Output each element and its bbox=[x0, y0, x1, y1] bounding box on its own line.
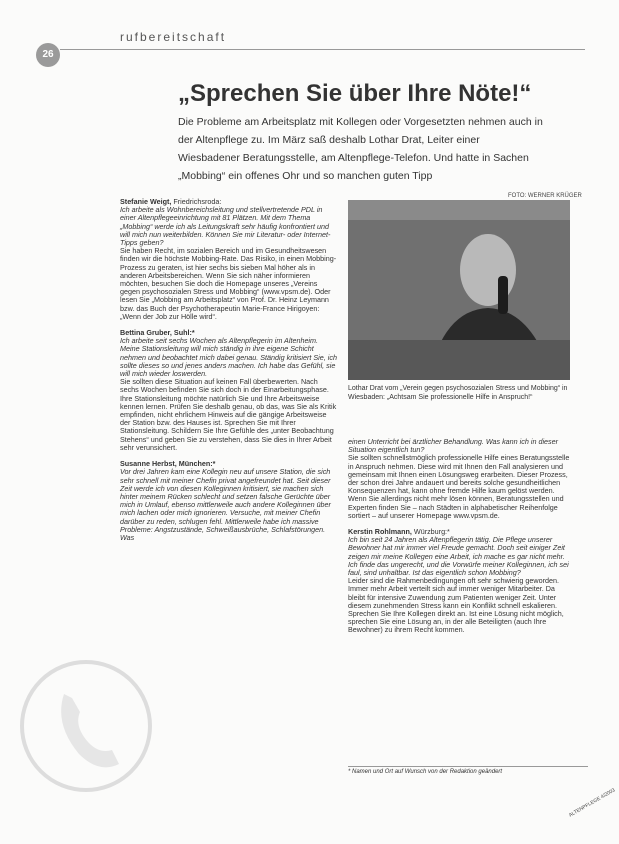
entry-answer: Sie sollten diese Situation auf keinen Fall überbewerten. Nach sechs Wochen befinden Sie sich doch in der Einarbeitungsphase. Ihre Stationsleitung möchte natürlich Sie und Ihre Arbeitsweise kennen lernen. Prüfen Sie deshalb genau, ob das, was Sie als Kritik empfinden, nicht ehrlichem Hinweis auf die gängige Arbeitsweise der Station bzw. des Hauses ist. Sprechen Sie mit Ihrer Stationsleitung. Schildern Sie Ihre Gefühle des „unter Beobachtung Stehens“ und geben Sie zu verstehen, dass Sie dies in Ihrer Arbeit sehr verunsichert. bbox=[120, 377, 337, 452]
footnote: * Namen und Ort auf Wunsch von der Redaktion geändert bbox=[348, 766, 588, 775]
entry-question: Ich arbeite als Wohnbereichsleitung und stellvertretende PDL in einer Altenpflegeeinrichtung mit 81 Plätzen. Mit dem Thema „Mobbing“ werde ich als Leitungskraft sehr häufig konfrontiert und will mich nun weiterbilden. Können Sie mir Literatur- oder Internet-Tipps geben? bbox=[120, 205, 331, 248]
entry-role: Würzburg:* bbox=[413, 527, 450, 537]
header-divider bbox=[60, 49, 585, 50]
telephone-icon bbox=[24, 664, 148, 788]
photo-caption: Lothar Drat vom „Verein gegen psychosozialen Stress und Mobbing“ in Wiesbaden: „Achtsam Sie professionelle Hilfe in Anspruch!“ bbox=[348, 385, 568, 401]
article-entry bbox=[348, 438, 573, 520]
entry-question: Ich arbeite seit sechs Wochen als Altenpflegerin im Altenheim. Meine Stationsleitung will mich ständig in ihre eigene Schicht nehmen und beobachtet mich dabei genau. Ständig kritisiert Sie, ich sollte dieses so und jenes anders machen. Ich habe das Gefühl, sie will mich wieder loswerden. bbox=[120, 336, 337, 379]
entry-answer: Leider sind die Rahmenbedingungen oft sehr schwierig geworden. Immer mehr Arbeit verteilt sich auf immer weniger Mitarbeiter. Da bleibt für intensive Zuwendung zum Patienten weniger Zeit. Unter diesem zunehmenden Stress kann ein Konflikt schnell eskalieren. Sprechen Sie Ihre Kollegen direkt an. Ist eine Lösung nicht möglich, sprechen Sie eine Lösung an, in der alle Beteiligten (auch Ihre Bewohner) zu ihrem Recht kommen. bbox=[348, 576, 564, 635]
article-entry bbox=[120, 329, 338, 452]
telephone-logo bbox=[20, 660, 152, 792]
entry-question: einen Unterricht bei ärztlicher Behandlung. Was kann ich in dieser Situation eigentlich tun? bbox=[348, 437, 559, 455]
entry-answer: Sie sollten schnellstmöglich professionelle Hilfe eines Beratungsstelle in Anspruch nehmen. Diese wird mit Ihnen den Fall analysieren und gemeinsam mit Ihnen einen Lösungsweg erarbeiten. Dieser Prozess, der schon drei Jahre andauert und bereits solche gesundheitlichen Konsequenzen hat, kann ohne fremde Hilfe kaum gelöst werden. Wenn Sie allerdings nicht mehr lösen können, Beratungsstellen und Experten finden Sie – nach Städten in alphabetischer Reihenfolge sortiert – auf unserer Homepage www.vpsm.de. bbox=[348, 453, 570, 520]
section-title: rufbereitschaft bbox=[120, 30, 227, 44]
entry-role: Friedrichsroda: bbox=[173, 197, 222, 206]
entry-name: Susanne Herbst, München:* bbox=[120, 459, 216, 469]
footer-badge: ALTENPFLEGE 4/2003 bbox=[567, 787, 617, 819]
entry-name: Stefanie Weigt, bbox=[120, 197, 172, 206]
entry-question: Ich bin seit 24 Jahren als Altenpflegerin tätig. Die Pflege unserer Bewohner hat mir immer viel Freude gemacht. Doch seit einiger Zeit zeigen mir meine Kollegen eine Arbeit, ich mache es gar nicht mehr. Ich finde das ungerecht, und die Vorwürfe meiner Kolleginnen, ich sei faul, sind unhaltbar. Ist das eigentlich schon Mobbing? bbox=[348, 535, 569, 578]
portrait-photo bbox=[348, 200, 570, 380]
right-column bbox=[348, 438, 573, 643]
left-column bbox=[120, 198, 338, 550]
photo-credit: FOTO: WERNER KRÜGER bbox=[508, 193, 582, 199]
entry-name: Bettina Gruber, Suhl:* bbox=[120, 328, 195, 338]
article-entry bbox=[348, 528, 573, 635]
intro-paragraph: Die Probleme am Arbeitsplatz mit Kollegen oder Vorgesetzten nehmen auch in der Altenpflege zu. Im März saß deshalb Lothar Drat, Leiter einer Wiesbadener Beratungsstelle, am Altenpflege-Telefon. Und hatte in Sachen „Mobbing“ ein offenes Ohr und so manchen guten Tipp bbox=[178, 116, 543, 182]
entry-answer: Sie haben Recht, im sozialen Bereich und im Gesundheitswesen finden wir die höchste Mobbing-Rate. Das Risiko, in einen Mobbing-Prozess zu geraten, ist hier sechs bis sieben Mal höher als in anderen Arbeitsbereichen. Wenn Sie sich näher informieren möchten, besuchen Sie doch die Homepage unseres „Vereins gegen psychosozialen Stress und Mobbing“ (www.vpsm.de). Oder lesen Sie „Mobbing am Arbeitsplatz“ von Prof. Dr. Heinz Leymann bzw. das Buch der Psychotherapeutin Marie-France Hirigoyen: „Wenn der Job zur Hölle wird“. bbox=[120, 246, 337, 321]
entry-name: Kerstin Rohlmann, bbox=[348, 527, 412, 537]
portrait-illustration bbox=[348, 200, 570, 380]
article-entry bbox=[120, 198, 338, 321]
page-number: 26 bbox=[36, 43, 60, 67]
entry-question: Vor drei Jahren kam eine Kollegin neu auf unsere Station, die sich sehr schnell mit meiner Chefin privat angefreundet hat. Seit dieser Zeit werde ich von diesen Kolleginnen kritisiert, sie machen sich hinter meinem Rücken schlecht und setzen falsche Gerüchte über mich in Umlauf, ebenso mittlerweile auch andere Kolleginnen über mich lachen oder mich ignorieren. Versuche, mit meiner Chefin darüber zu reden, schlugen fehl. Mittlerweile habe ich massive Probleme: Angstzustände, Schweißausbrüche, Schlafstörungen. Was bbox=[120, 467, 331, 542]
headline: „Sprechen Sie über Ihre Nöte!“ bbox=[178, 80, 532, 107]
article-entry bbox=[120, 460, 338, 542]
